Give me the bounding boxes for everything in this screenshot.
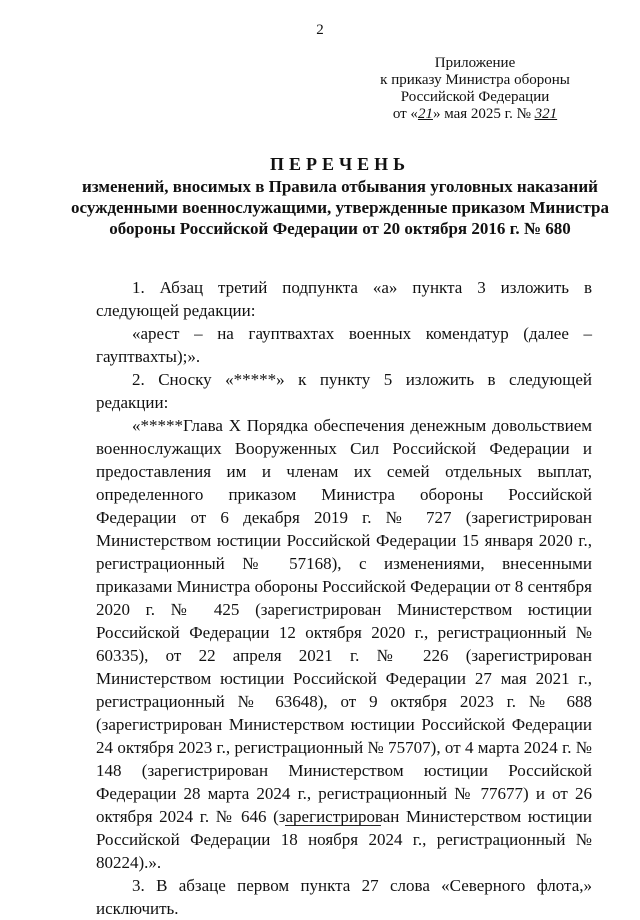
- appendix-order-ref: к приказу Министра обороны: [380, 72, 570, 88]
- paragraph-3: 2. Сноску «*****» к пункту 5 изложить в следующей редакции:: [96, 370, 592, 412]
- appendix-header: [350, 55, 600, 123]
- paragraph-4: «*****Глава X Порядка обеспечения денежным довольствием военнослужащих Вооруженных Сил Российской Федерации и предоставления им и членам их семей отдельных выплат, определенного приказом Министра обороны Российской Федерации от 6 декабря 2019 г. № 727 (зарегистрирован Министерством юстиции Российской Федерации 15 января 2020 г., регистрационный № 57168), с изменениями, внесенными приказами Министра обороны Российской Федерации от 8 сентября 2020 г. № 425 (зарегистрирован Министерством юстиции Российской Федерации 12 октября 2020 г., регистрационный № 60335), от 22 апреля 2021 г. № 226 (зарегистрирован Министерством юстиции Российской Федерации 27 мая 2021 г., регистрационный № 63648), от 9 октября 2023 г. № 688 (зарегистрирован Министерством юстиции Российской Федерации 24 октября 2023 г., регистрационный № 75707), от 4 марта 2024 г. № 148 (зарегистрирован Министерством юстиции Российской Федерации 28 марта 2024 г., регистрационный № 77677) и от 26 октября 2024 г. № 646 (зарегистрирован Министерством юстиции Российской Федерации 18 ноября 2024 г., регистрационный № 80224).».: [96, 416, 592, 872]
- footer-divider: [285, 825, 381, 826]
- appendix-date-line: [350, 106, 600, 123]
- appendix-label: Приложение: [434, 55, 516, 71]
- paragraph-5: 3. В абзаце первом пункта 27 слова «Северного флота,» исключить.: [96, 876, 592, 918]
- paragraph-1: 1. Абзац третий подпункта «а» пункта 3 изложить в следующей редакции:: [96, 278, 592, 320]
- title-block: [70, 152, 610, 239]
- document-body: [96, 276, 592, 920]
- document-title: ПЕРЕЧЕНЬ: [269, 154, 411, 174]
- paragraph-2: «арест – на гауптвахтах военных комендатур (далее – гауптвахты);».: [96, 324, 592, 366]
- page-number: 2: [316, 22, 324, 38]
- handwritten-number: 321: [534, 106, 558, 122]
- document-subtitle: изменений, вносимых в Правила отбывания уголовных наказаний осужденными военнослужащими, утвержденные приказом Министра обороны Российской Федерации от 20 октября 2016 г. № 680: [71, 177, 609, 238]
- date-prefix: от «: [392, 106, 418, 122]
- date-middle: » мая 2025 г. №: [432, 106, 535, 122]
- handwritten-day: 21: [417, 106, 433, 122]
- appendix-country: Российской Федерации: [400, 89, 550, 105]
